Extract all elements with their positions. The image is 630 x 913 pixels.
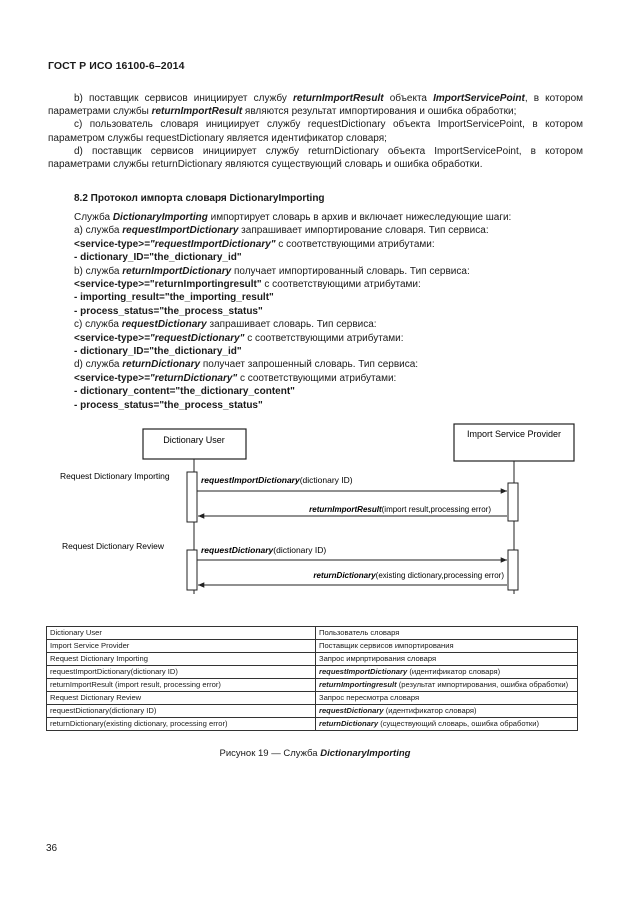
legend-en: returnDictionary(existing dictionary, processing error) [47,718,316,731]
legend-ru: requestDictionary (идентификатор словаря) [316,705,578,718]
table-row [47,666,578,679]
legend-en: Import Service Provider [47,640,316,653]
legend-ru: requestImportDictionary (идентификатор словаря) [316,666,578,679]
phase-label-review: Request Dictionary Review [62,541,165,551]
activation-user-2 [187,550,197,590]
legend-ru: Запрос имрпртирования словаря [316,653,578,666]
legend-en: Request Dictionary Importing [47,653,316,666]
service-type-a: <service-type>="requestImportDictionary" с соответствующими атрибутами: [74,238,435,250]
attribute-a1: - dictionary_ID="the_dictionary_id" [74,252,242,264]
paragraph-c: c) пользователь словаря инициирует службу requestDictionary объекта ImportServicePoint, в котором параметром службы requestDictionary является идентификатор словаря; [48,119,583,144]
table-row [47,627,578,640]
attribute-d2: - process_status="the_process_status" [74,399,263,411]
message-return-dictionary-label: returnDictionary(existing dictionary,processing error) [313,571,504,580]
service-type-b: <service-type>="returnImportingresult" с соответствующими атрибутами: [74,279,421,291]
legend-en: requestDictionary(dictionary ID) [47,705,316,718]
step-d: d) служба returnDictionary получает запрошенный словарь. Тип сервиса: [74,359,419,371]
attribute-d1: - dictionary_content="the_dictionary_content" [74,386,295,398]
table-row [47,640,578,653]
section-steps [74,211,584,412]
document-header: ГОСТ Р ИСО 16100-6–2014 [48,60,185,72]
actor-user-label: Dictionary User [163,435,225,445]
page-number: 36 [46,843,58,854]
figure-caption: Рисунок 19 — Служба DictionaryImporting [219,748,411,759]
service-type-d: <service-type>="returnDictionary" с соответствующими атрибутами: [74,372,397,384]
sequence-diagram [48,420,578,620]
table-row [47,705,578,718]
table-row [47,692,578,705]
phase-label-importing: Request Dictionary Importing [60,471,170,481]
legend-en: requestImportDictionary(dictionary ID) [47,666,316,679]
step-a: a) служба requestImportDictionary запрашивает импортирование словаря. Тип сервиса: [74,225,489,237]
actor-provider-label: Import Service Provider [466,429,562,439]
legend-ru: returnDictionary (существующий словарь, ошибка обработки) [316,718,578,731]
activation-provider-2 [508,550,518,590]
legend-en: returnImportResult (import result, processing error) [47,679,316,692]
attribute-b1: - importing_result="the_importing_result" [74,292,274,304]
step-b: b) служба returnImportDictionary получает импортированный словарь. Тип сервиса: [74,265,470,277]
attribute-b2: - process_status="the_process_status" [74,305,263,317]
legend-ru: returnImportingresult (результат импортирования, ошибка обработки) [316,679,578,692]
attribute-c1: - dictionary_ID="the_dictionary_id" [74,346,242,358]
legend-en: Dictionary User [47,627,316,640]
table-row [47,653,578,666]
message-return-import-label: returnImportResult(import result,processing error) [309,505,491,514]
legend-table [46,626,578,731]
legend-ru: Поставщик сервисов импортирования [316,640,578,653]
paragraph-b: b) поставщик сервисов инициирует службу returnImportResult объекта ImportServicePoint, в котором параметрами службы returnImportResult являются результат импортирования и ошибка обработки; [48,93,584,118]
step-c: c) служба requestDictionary запрашивает словарь. Тип сервиса: [74,319,377,331]
legend-ru: Пользователь словаря [316,627,578,640]
legend-ru: Запрос пересмотра словаря [316,692,578,705]
legend-en: Request Dictionary Review [47,692,316,705]
activation-provider-1 [508,483,518,521]
paragraph-d: d) поставщик сервисов инициирует службу returnDictionary объекта ImportServicePoint, в котором параметрами службы returnDictionary являются существующий словарь и ошибка обработки. [48,145,583,171]
service-type-c: <service-type>="requestDictionary" с соответствующими атрибутами: [74,332,404,344]
table-row [47,718,578,731]
message-request-dictionary-label: requestDictionary(dictionary ID) [201,545,327,555]
intro-text [48,92,583,171]
steps-lead: Служба DictionaryImporting импортирует словарь в архив и включает нижеследующие шаги: [74,212,512,223]
section-title: 8.2 Протокол импорта словаря DictionaryImporting [74,193,325,204]
message-request-import-label: requestImportDictionary(dictionary ID) [201,475,353,485]
table-row [47,679,578,692]
activation-user-1 [187,472,197,522]
